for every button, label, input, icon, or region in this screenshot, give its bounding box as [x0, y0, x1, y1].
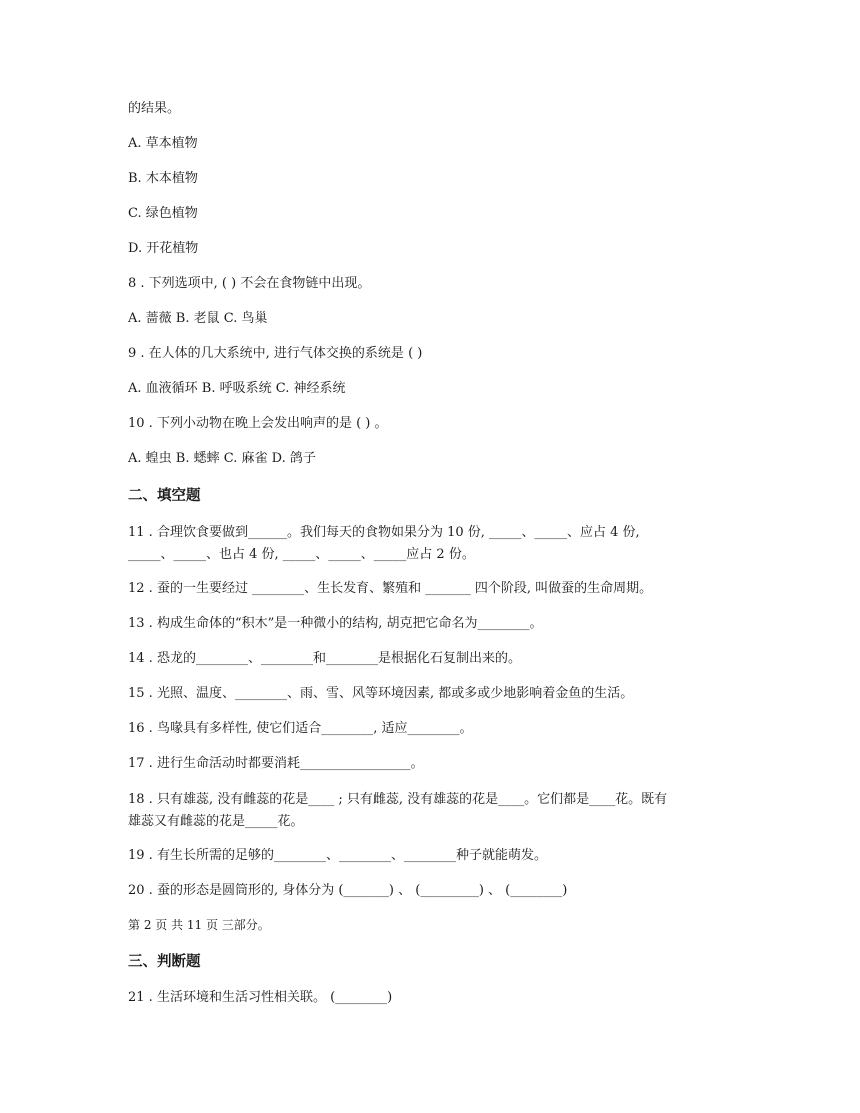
q7-option-b: B. 木本植物 [128, 171, 198, 186]
q18-line-2: 雄蕊又有雌蕊的花是_____花。 [128, 814, 304, 829]
q7-option-c: C. 绿色植物 [128, 206, 198, 221]
q7-stem-tail: 的结果。 [128, 101, 181, 116]
q20: 20 . 蚕的形态是圆筒形的, 身体分为 (_______) 、 (_________) 、 (________) [128, 883, 568, 898]
q21: 21 . 生活环境和生活习性相关联。 (________) [128, 990, 393, 1005]
q17: 17 . 进行生命活动时都要消耗_________________。 [128, 756, 424, 771]
section-2-heading: 二、填空题 [128, 488, 201, 504]
q7-option-a: A. 草本植物 [128, 136, 198, 151]
q14: 14 . 恐龙的________、________和________是根据化石复制出来的。 [128, 651, 521, 666]
q10-stem: 10 . 下列小动物在晚上会发出响声的是 ( ) 。 [128, 416, 388, 431]
q11-line-2: _____、_____、也占 4 份, _____、_____、_____应占 2 份。 [128, 547, 475, 562]
section-3-heading: 三、判断题 [128, 954, 201, 970]
q10-options: A. 蝗虫 B. 蟋蟀 C. 麻雀 D. 鸽子 [128, 451, 316, 466]
q7-option-d: D. 开花植物 [128, 241, 199, 256]
q8-options: A. 蔷薇 B. 老鼠 C. 鸟巢 [128, 311, 268, 326]
q19: 19 . 有生长所需的足够的________、________、________种子就能萌发。 [128, 848, 547, 863]
q12: 12 . 蚕的一生要经过 ________、生长发育、繁殖和 _______ 四个阶段, 叫做蚕的生命周期。 [128, 581, 653, 596]
q9-stem: 9 . 在人体的几大系统中, 进行气体交换的系统是 ( ) [128, 346, 423, 361]
q18-line-1: 18 . 只有雄蕊, 没有雌蕊的花是____ ; 只有雌蕊, 没有雄蕊的花是____。它们都是____花。既有 [128, 792, 668, 807]
page-footer: 第 2 页 共 11 页 三部分。 [128, 918, 270, 932]
q13: 13 . 构成生命体的“积木”是一种微小的结构, 胡克把它命名为________。 [128, 616, 543, 631]
q15: 15 . 光照、温度、________、雨、雪、风等环境因素, 都或多或少地影响着金鱼的生活。 [128, 686, 634, 701]
q16: 16 . 鸟喙具有多样性, 使它们适合________, 适应________。 [128, 721, 473, 736]
q9-options: A. 血液循环 B. 呼吸系统 C. 神经系统 [128, 381, 346, 396]
q8-stem: 8 . 下列选项中, ( ) 不会在食物链中出现。 [128, 276, 371, 291]
q11-line-1: 11 . 合理饮食要做到______。我们每天的食物如果分为 10 份, _____、_____、应占 4 份, [128, 525, 640, 540]
